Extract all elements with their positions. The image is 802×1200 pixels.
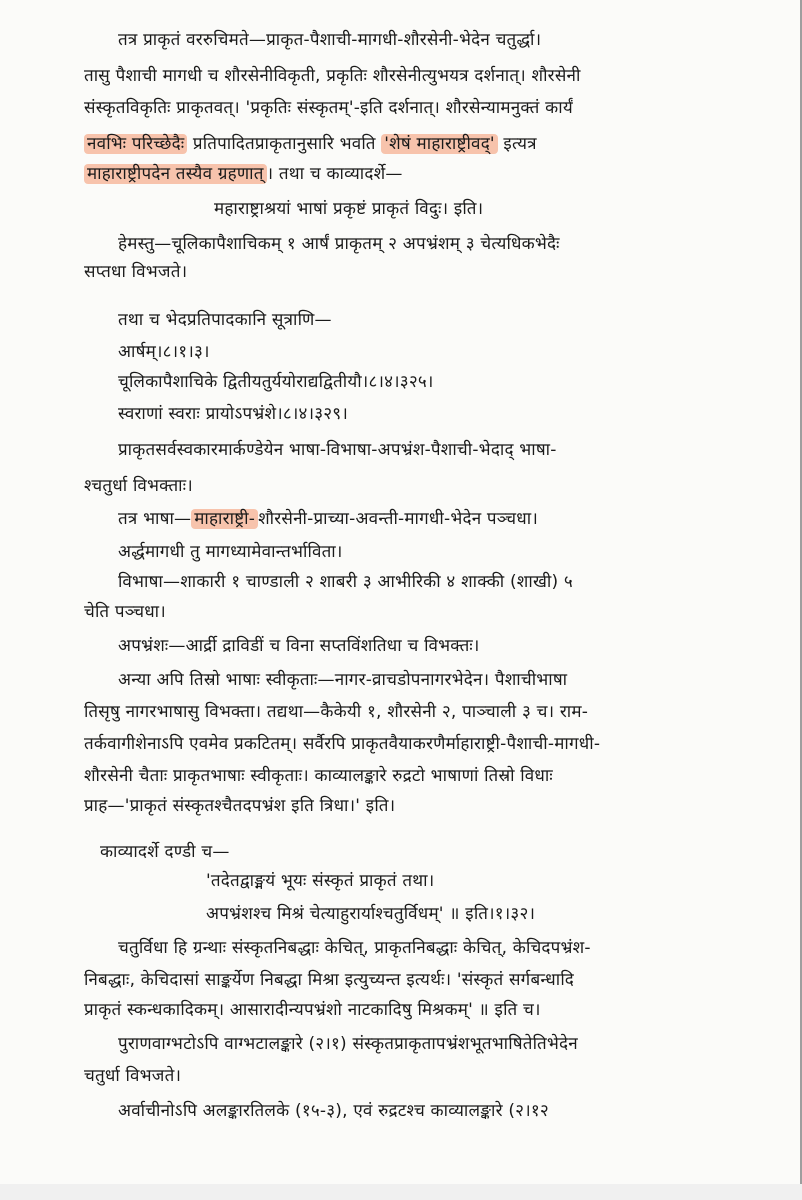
text-line (84, 160, 403, 188)
text-line (84, 62, 581, 90)
text-line (118, 26, 541, 54)
text-segment: । तथा च काव्यादर्शे— (266, 164, 403, 184)
text-line (100, 838, 230, 866)
text-segment: तासु पैशाची मागधी च शौरसेनीविकृती, प्रकृतिः शौरसेनीत्युभयत्र दर्शनात्। शौरसेनी (84, 66, 581, 86)
text-line (118, 1097, 549, 1125)
text-line (84, 94, 573, 122)
text-segment: निबद्धाः, केचिदासां साङ्कर्येण निबद्धा मिश्रा इत्युच्यन्त इत्यर्थः। 'संस्कृतं सर्गबन्धादि (84, 970, 574, 990)
text-line (84, 762, 553, 790)
text-segment: चतुर्विधा हि ग्रन्थाः संस्कृतनिबद्धाः केचित्, प्राकृतनिबद्धाः केचित्, केचिदपभ्रंश- (118, 938, 591, 958)
text-segment: तत्र प्राकृतं वररुचिमते—प्राकृत-पैशाची-मागधी-शौरसेनी-भेदेन चतुर्द्धा। (118, 30, 542, 50)
text-line (118, 400, 348, 428)
text-line (206, 900, 535, 928)
text-line (214, 195, 483, 223)
text-line (84, 996, 541, 1024)
text-segment: तत्र भाषा— (118, 509, 192, 529)
text-line (118, 1030, 578, 1058)
text-segment: चूलिकापैशाचिके द्वितीयतुर्ययोराद्यद्वितीयौ।८।४।३२५। (118, 372, 434, 392)
text-line (84, 698, 588, 726)
text-segment: पुराणवाग्भटोऽपि वाग्भटालङ्कारे (२।१) संस्कृतप्राकृतापभ्रंशभूतभाषितेतिभेदेन (118, 1034, 578, 1054)
text-segment: तिसृषु नागरभाषासु विभक्ता। तद्यथा—कैकेयी १, शौरसेनी २, पाञ्चाली ३ च। राम- (84, 702, 589, 722)
text-segment: चेति पञ्चधा। (84, 602, 166, 622)
text-line (84, 792, 395, 820)
text-segment: काव्यादर्शे दण्डी च— (100, 842, 230, 862)
text-segment: तर्कवागीशेनाऽपि एवमेव प्रकटितम्। सर्वैरपि प्राकृतवैयाकरणैर्माहाराष्ट्री-पैशाची-मागधी- (84, 734, 601, 754)
text-line (84, 130, 537, 158)
text-line (84, 472, 193, 500)
text-line (84, 258, 187, 286)
text-segment: अर्द्धमागधी तु मागध्यामेवान्तर्भाविता। (118, 542, 343, 562)
text-line (118, 230, 560, 258)
text-segment: अर्वाचीनोऽपि अलङ्कारतिलके (१५-३), एवं रुद्रटश्च काव्यालङ्कारे (२।१२ (118, 1101, 549, 1121)
text-segment: अपभ्रंशश्च मिश्रं चेत्याहुरार्याश्चतुर्विधम्' ॥ इति।१।३२। (206, 904, 536, 924)
text-line (118, 538, 343, 566)
highlighted-phrase: माहाराष्ट्री- (191, 509, 258, 529)
text-segment: शौरसेनी-प्राच्या-अवन्ती-मागधी-भेदेन पञ्चधा। (258, 509, 538, 529)
text-segment: हेमस्तु—चूलिकापैशाचिकम् १ आर्षं प्राकृतम् २ अपभ्रंशम् ३ चेत्यधिकभेदैः (118, 234, 560, 254)
highlighted-phrase: नवभिः परिच्छेदैः (84, 134, 187, 154)
text-line (118, 568, 573, 596)
text-segment: सप्तधा विभजते। (84, 262, 188, 282)
text-segment: तथा च भेदप्रतिपादकानि सूत्राणि— (118, 310, 332, 330)
text-line (84, 966, 574, 994)
text-segment: 'तदेतद्वाङ्मयं भूयः संस्कृतं प्राकृतं तथा। (206, 871, 435, 891)
text-line (118, 666, 567, 694)
text-line (118, 505, 538, 533)
highlighted-phrase: 'शेषं माहाराष्ट्रीवद्' (381, 134, 498, 154)
text-segment: श्चतुर्धा विभक्ताः। (84, 476, 193, 496)
text-line (118, 436, 557, 464)
text-segment: महाराष्ट्राश्रयां भाषां प्रकृष्टं प्राकृतं विदुः। इति। (214, 199, 484, 219)
text-line (84, 730, 600, 758)
text-segment: इत्यत्र (497, 134, 537, 154)
page-bottom-strip (0, 1184, 802, 1200)
text-segment: संस्कृतविकृतिः प्राकृतवत्। 'प्रकृतिः संस्कृतम्'-इति दर्शनात्। शौरसेन्यामनुक्तं कार्यं (84, 98, 573, 118)
highlighted-phrase: माहाराष्ट्रीपदेन तस्यैव ग्रहणात् (84, 164, 267, 184)
text-segment: अन्या अपि तिस्रो भाषाः स्वीकृताः—नागर-व्राचडोपनागरभेदेन। पैशाचीभाषा (118, 670, 568, 690)
text-segment: प्राह—'प्राकृतं संस्कृतश्चैतदपभ्रंश इति त्रिधा।' इति। (84, 796, 396, 816)
text-line (118, 306, 332, 334)
text-line (118, 368, 434, 396)
text-segment: प्राकृतसर्वस्वकारमार्कण्डेयेन भाषा-विभाषा-अपभ्रंश-पैशाची-भेदाद् भाषा- (118, 440, 557, 460)
text-line (84, 598, 166, 626)
text-segment: प्राकृतं स्कन्धकादिकम्। आसारादीन्यपभ्रंशो नाटकादिषु मिश्रकम्' ॥ इति च। (84, 1000, 541, 1020)
text-segment: अपभ्रंशः—आर्द्री द्राविडीं च विना सप्तविंशतिधा च विभक्तः। (118, 636, 480, 656)
text-line (118, 338, 210, 366)
text-segment: चतुर्धा विभजते। (84, 1066, 182, 1086)
text-line (84, 1062, 181, 1090)
text-segment: प्रतिपादितप्राकृतानुसारि भवति (187, 134, 382, 154)
text-segment: विभाषा—शाकारी १ चाण्डाली २ शाबरी ३ आभीरिकी ४ शाक्की (शाखी) ५ (118, 572, 573, 592)
text-line (118, 934, 591, 962)
text-line (206, 867, 434, 895)
text-segment: स्वराणां स्वराः प्रायोऽपभ्रंशे।८।४।३२९। (118, 404, 348, 424)
text-line (118, 632, 480, 660)
text-segment: शौरसेनी चैताः प्राकृतभाषाः स्वीकृताः। काव्यालङ्कारे रुद्रटो भाषाणां तिस्रो विधाः (84, 766, 553, 786)
text-segment: आर्षम्।८।१।३। (118, 342, 210, 362)
